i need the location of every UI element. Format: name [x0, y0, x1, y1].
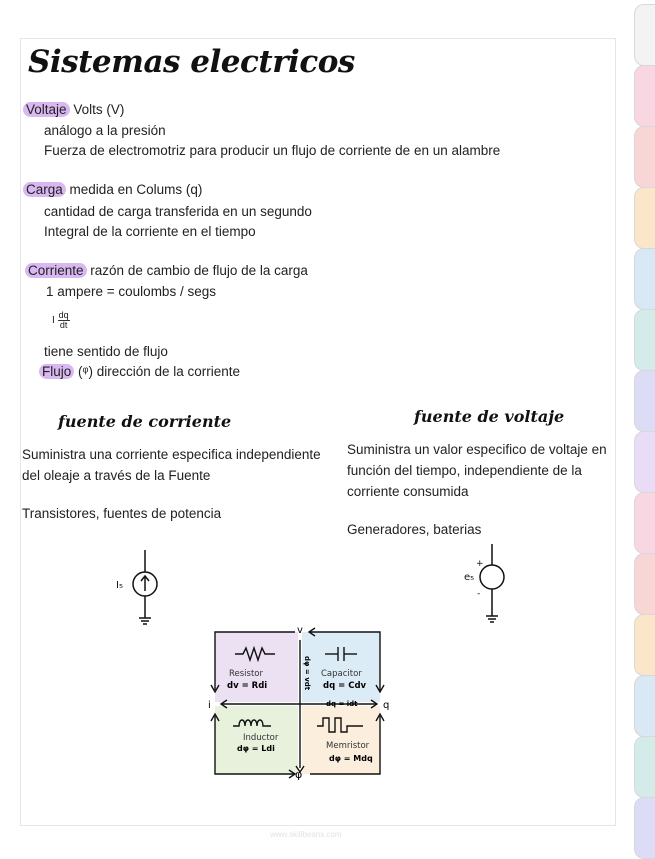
corriente-def: razón de cambio de flujo de la carga — [90, 263, 308, 278]
axis-i-label: i — [208, 700, 211, 711]
current-source-symbol — [110, 548, 170, 628]
fuente-corriente-examples: Transistores, fuentes de potencia — [22, 506, 222, 521]
memristor-equation: dφ = Mdq — [329, 754, 373, 763]
carga-term: Carga — [23, 182, 66, 197]
notebook-tab[interactable] — [634, 736, 655, 798]
flujo-rest: (ᵠ) dirección de la corriente — [78, 364, 241, 379]
formula-fraction — [58, 311, 70, 330]
notebook-tab[interactable] — [634, 370, 655, 432]
notebook-tab[interactable] — [634, 126, 655, 188]
notebook-tab[interactable] — [634, 553, 655, 615]
capacitor-equation: dq = Cdv — [323, 681, 367, 691]
voltaje-def: Volts (V) — [73, 102, 125, 117]
resistor-name: Resistor — [229, 669, 263, 679]
notebook-tab[interactable] — [634, 65, 655, 127]
axis-phi-label: φ — [295, 768, 303, 781]
flujo-line — [42, 364, 240, 379]
fuente-voltaje-heading: fuente de voltaje — [414, 407, 565, 426]
vertical-equation: dφ = vdt — [303, 656, 311, 691]
notebook-tab[interactable] — [634, 614, 655, 676]
corriente-term: Corriente — [25, 263, 87, 278]
voltage-source-label: e₅ — [464, 572, 475, 583]
voltaje-term: Voltaje — [23, 102, 70, 117]
voltage-minus: - — [477, 589, 481, 599]
formula-den: dt — [59, 320, 68, 330]
memristor-cell — [302, 706, 380, 774]
voltage-source-symbol — [460, 542, 520, 628]
notebook-tab[interactable] — [634, 675, 655, 737]
notebook-tab[interactable] — [634, 797, 655, 859]
corriente-flujo-sentido: tiene sentido de flujo — [44, 344, 168, 359]
notebook-tab[interactable] — [634, 248, 655, 310]
axis-q-label: q — [383, 700, 390, 711]
resistor-cell — [215, 632, 298, 702]
footer-watermark: www.skillbeans.com — [270, 830, 342, 839]
voltage-plus: + — [476, 559, 484, 569]
voltaje-line — [26, 102, 124, 117]
current-source-label: I₅ — [116, 580, 123, 591]
inductor-name: Inductor — [243, 733, 279, 743]
capacitor-cell — [302, 632, 380, 702]
corriente-line — [28, 263, 308, 278]
capacitor-name: Capacitor — [321, 669, 362, 679]
notebook-tab[interactable] — [634, 4, 655, 66]
memristor-name: Memristor — [326, 741, 370, 751]
axis-v-label: v — [297, 625, 303, 636]
fundamental-elements-diagram — [205, 622, 395, 782]
notebook-tab[interactable] — [634, 309, 655, 371]
page-title: Sistemas electricos — [28, 44, 355, 80]
notebook-tabs — [633, 0, 655, 848]
carga-line-2: Integral de la corriente en el tiempo — [44, 224, 256, 239]
voltaje-line-1: análogo a la presión — [44, 123, 166, 138]
fuente-corriente-heading: fuente de corriente — [58, 412, 232, 431]
carga-def: medida en Colums (q) — [69, 182, 203, 197]
current-formula — [52, 311, 70, 330]
notebook-tab[interactable] — [634, 187, 655, 249]
formula-lhs: I — [52, 315, 55, 327]
fuente-corriente-description: Suministra una corriente especifica independiente del oleaje a través de la Fuente — [22, 447, 321, 483]
notebook-tab[interactable] — [634, 492, 655, 554]
notebook-tab[interactable] — [634, 431, 655, 493]
corriente-ampere: 1 ampere = coulombs / segs — [46, 284, 216, 299]
voltaje-line-2: Fuerza de electromotriz para producir un flujo de corriente de en un alambre — [44, 143, 501, 158]
fuente-voltaje-examples: Generadores, baterias — [347, 522, 482, 537]
fuente-voltaje-description: Suministra un valor especifico de voltaje en función del tiempo, independiente de la corriente consumida — [347, 442, 607, 499]
carga-line-1: cantidad de carga transferida en un segundo — [44, 204, 312, 219]
formula-num: dq — [58, 310, 69, 320]
inductor-equation: dφ = Ldi — [237, 744, 275, 753]
carga-line — [26, 182, 202, 197]
resistor-equation: dv = Rdi — [227, 681, 268, 691]
flujo-term: Flujo — [39, 364, 74, 379]
horizontal-equation: dq = idt — [326, 700, 358, 708]
